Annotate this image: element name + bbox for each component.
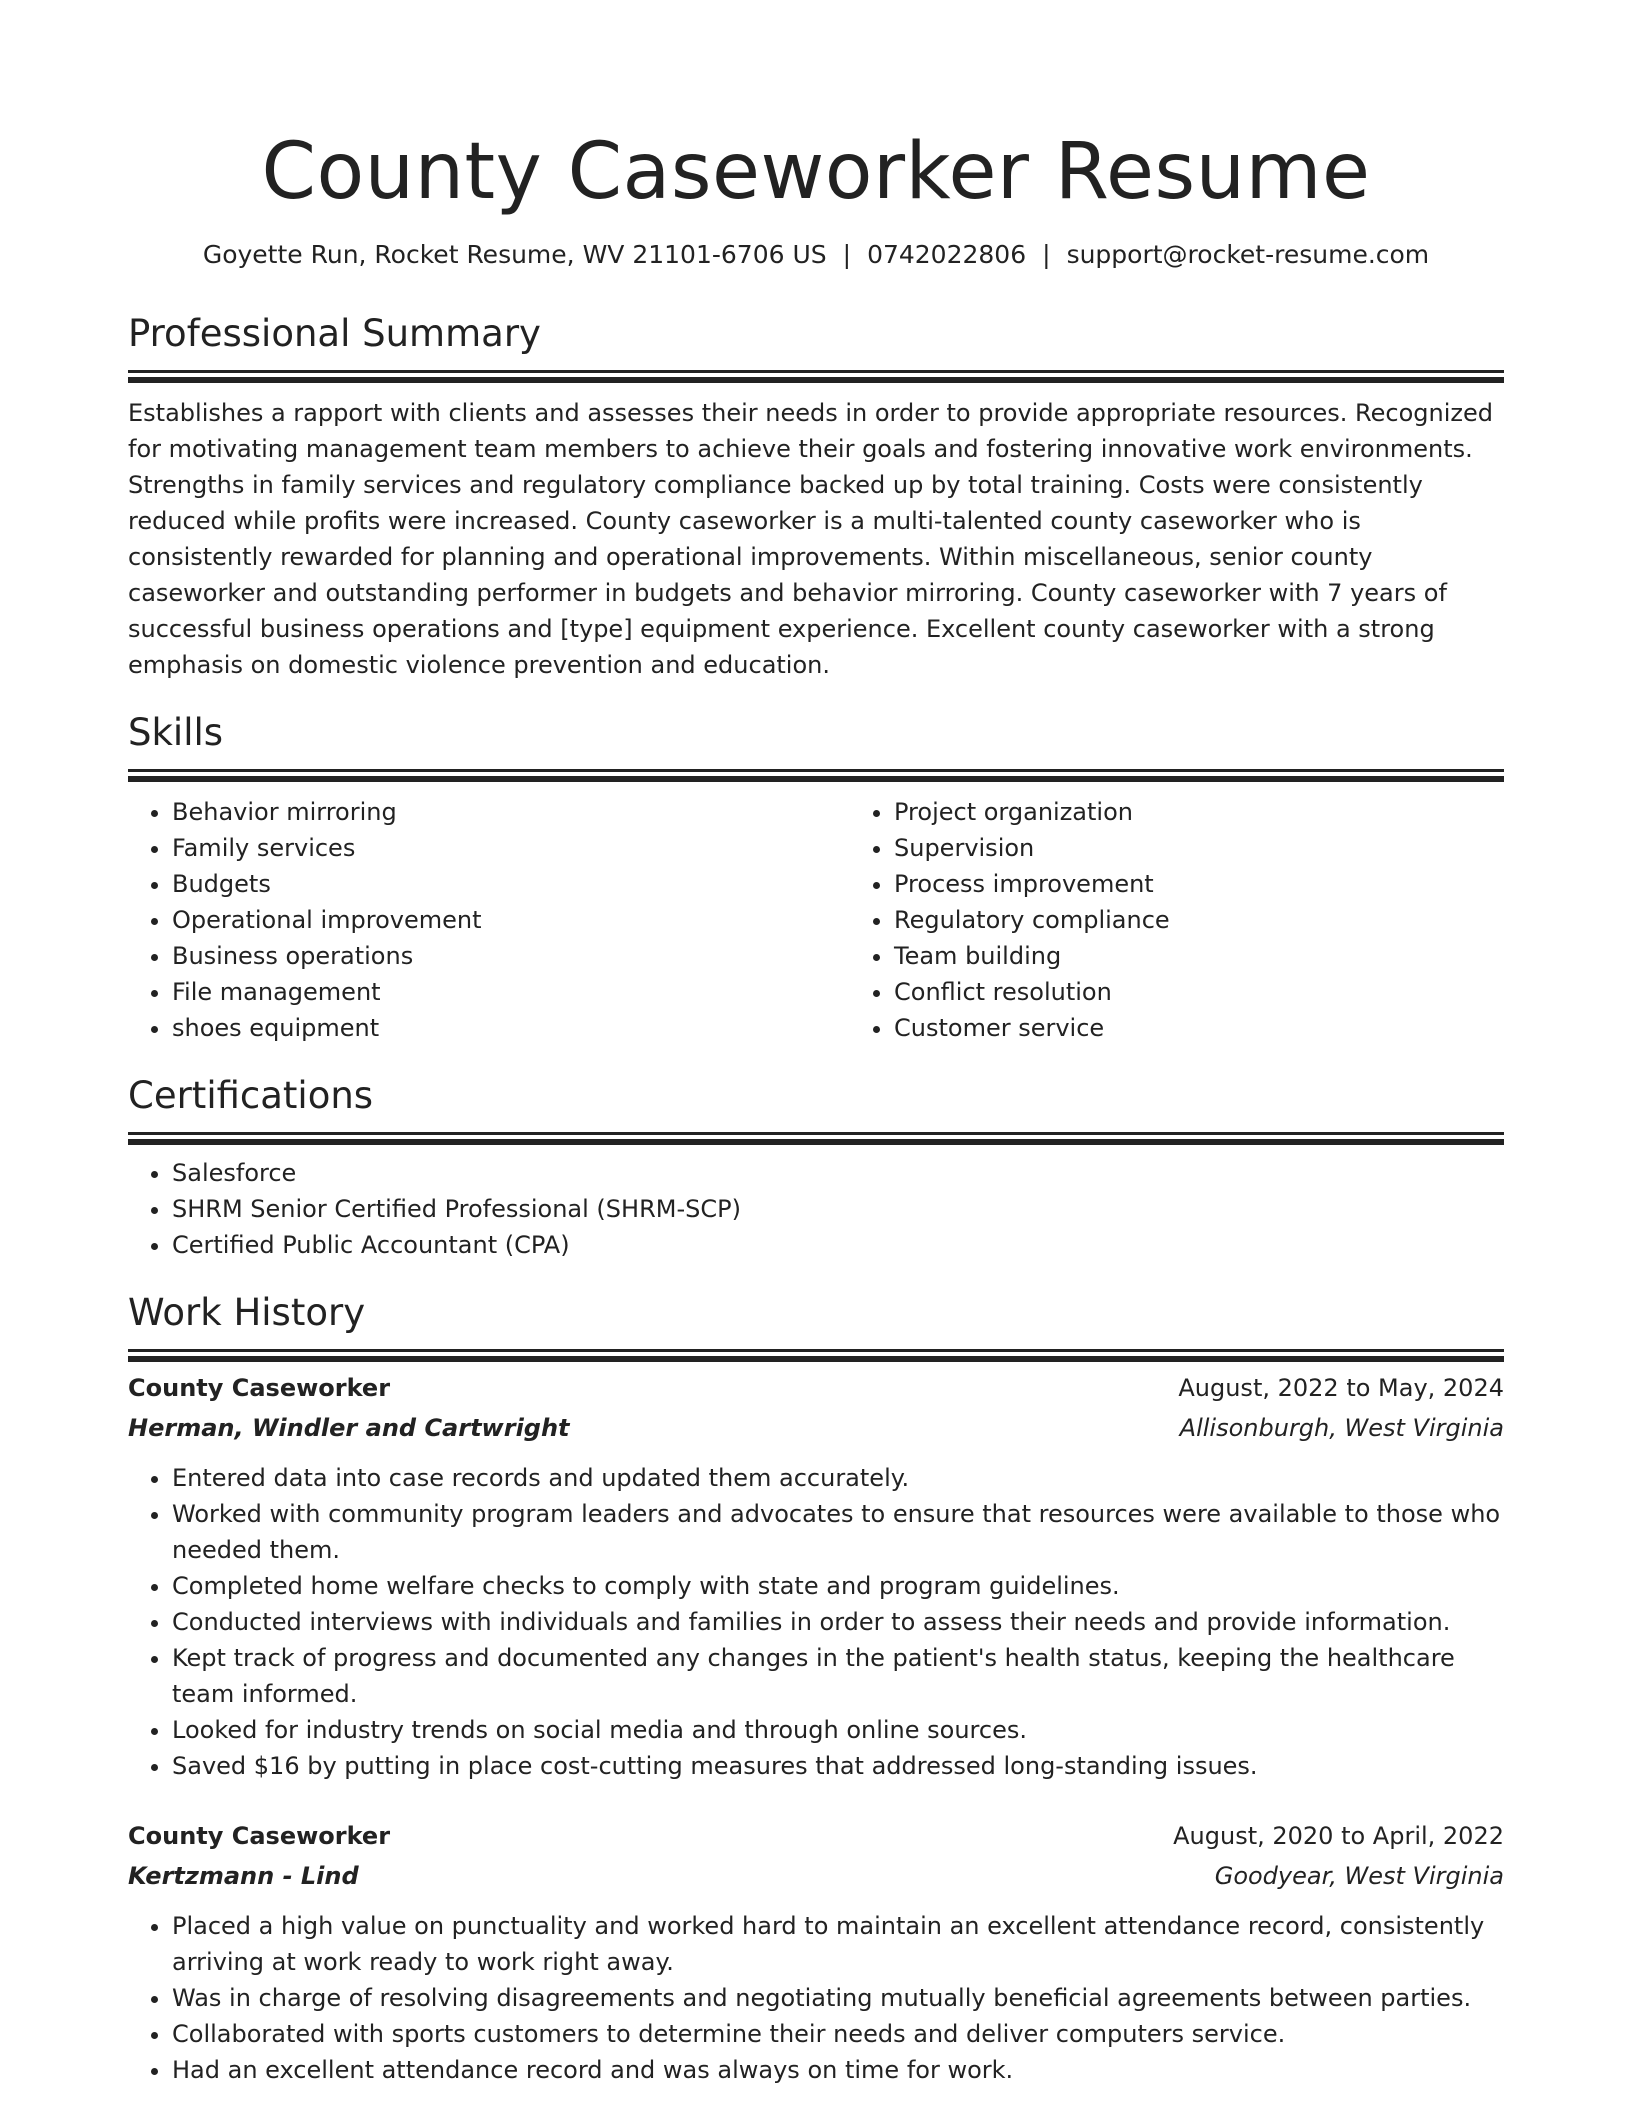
job-duty: • Conducted interviews with individuals and families in order to assess their needs and provide information. bbox=[172, 1604, 1504, 1640]
skill-item: • File management bbox=[172, 974, 850, 1010]
section-divider bbox=[128, 1132, 1504, 1135]
job-entry bbox=[128, 1816, 1504, 2088]
job-subheader bbox=[128, 1856, 1504, 1896]
summary-text: Establishes a rapport with clients and assesses their needs in order to provide appropriate resources. Recognized for motivating management team members to achieve their goals and fostering innovative work environments. Strengths in family services and regulatory compliance backed up by total training. Costs were consistently reduced while profits were increased. County caseworker is a multi-talented county caseworker who is consistently rewarded for planning and operational improvements. Within miscellaneous, senior county caseworker and outstanding performer in budgets and behavior mirroring. County caseworker with 7 years of successful business operations and [type] equipment experience. Excellent county caseworker with a strong emphasis on domestic violence prevention and education. bbox=[128, 399, 1493, 679]
job-duty: • Saved $16 by putting in place cost-cutting measures that addressed long-standing issues. bbox=[172, 1748, 1504, 1784]
skill-item: • Team building bbox=[894, 938, 1572, 974]
job-location: Allisonburgh, West Virginia bbox=[1179, 1414, 1504, 1442]
skills-heading: Skills bbox=[128, 711, 224, 754]
skill-item: • Supervision bbox=[894, 830, 1572, 866]
job-duties-list bbox=[128, 1908, 1504, 2088]
certification-item: • Salesforce bbox=[172, 1155, 1504, 1191]
summary-heading: Professional Summary bbox=[128, 312, 541, 355]
section-divider bbox=[128, 370, 1504, 373]
skill-item: • Regulatory compliance bbox=[894, 902, 1572, 938]
job-title: County Caseworker bbox=[128, 1822, 391, 1850]
job-duty: • Kept track of progress and documented any changes in the patient's health status, keeping the healthcare team informed. bbox=[172, 1640, 1504, 1712]
job-location: Goodyear, West Virginia bbox=[1214, 1862, 1504, 1890]
contact-separator: | bbox=[842, 240, 852, 269]
job-duty: • Looked for industry trends on social media and through online sources. bbox=[172, 1712, 1504, 1748]
job-subheader bbox=[128, 1408, 1504, 1448]
job-company: Herman, Windler and Cartwright bbox=[128, 1414, 570, 1442]
job-duty: • Collaborated with sports customers to determine their needs and deliver computers service. bbox=[172, 2016, 1504, 2052]
skill-item: • Business operations bbox=[172, 938, 850, 974]
section-divider bbox=[128, 1349, 1504, 1352]
job-duty: • Completed home welfare checks to comply with state and program guidelines. bbox=[172, 1568, 1504, 1604]
certifications-section bbox=[128, 1072, 1504, 1263]
work-history-section bbox=[128, 1289, 1504, 2088]
contact-email: support@rocket-resume.com bbox=[1066, 240, 1430, 269]
skill-item: • Family services bbox=[172, 830, 850, 866]
certifications-list bbox=[128, 1155, 1504, 1263]
contact-phone: 0742022806 bbox=[867, 240, 1027, 269]
job-dates: August, 2022 to May, 2024 bbox=[1178, 1374, 1504, 1402]
job-header bbox=[128, 1816, 1504, 1856]
skills-list-right bbox=[850, 794, 1572, 1046]
skill-item: • Behavior mirroring bbox=[172, 794, 850, 830]
skills-grid bbox=[128, 794, 1504, 1046]
job-company: Kertzmann - Lind bbox=[128, 1862, 359, 1890]
job-header bbox=[128, 1368, 1504, 1408]
job-title: County Caseworker bbox=[128, 1374, 391, 1402]
certification-item: • Certified Public Accountant (CPA) bbox=[172, 1227, 1504, 1263]
skills-section bbox=[128, 709, 1504, 1046]
certification-item: • SHRM Senior Certified Professional (SHRM-SCP) bbox=[172, 1191, 1504, 1227]
skill-item: • Project organization bbox=[894, 794, 1572, 830]
job-duty: • Was in charge of resolving disagreements and negotiating mutually beneficial agreements between parties. bbox=[172, 1980, 1504, 2016]
skill-item: • shoes equipment bbox=[172, 1010, 850, 1046]
skill-item: • Operational improvement bbox=[172, 902, 850, 938]
section-divider bbox=[128, 769, 1504, 772]
certifications-heading: Certifications bbox=[128, 1074, 374, 1117]
skill-item: • Conflict resolution bbox=[894, 974, 1572, 1010]
skill-item: • Budgets bbox=[172, 866, 850, 902]
job-entry bbox=[128, 1368, 1504, 1784]
job-duty: • Entered data into case records and updated them accurately. bbox=[172, 1460, 1504, 1496]
contact-address: Goyette Run, Rocket Resume, WV 21101-6706 US bbox=[202, 240, 827, 269]
skill-item: • Customer service bbox=[894, 1010, 1572, 1046]
job-duty: • Worked with community program leaders and advocates to ensure that resources were available to those who needed them. bbox=[172, 1496, 1504, 1568]
skills-list-left bbox=[128, 794, 850, 1046]
job-dates: August, 2020 to April, 2022 bbox=[1173, 1822, 1504, 1850]
skill-item: • Process improvement bbox=[894, 866, 1572, 902]
contact-line bbox=[128, 238, 1504, 272]
resume-page bbox=[128, 0, 1504, 2088]
job-duty: • Had an excellent attendance record and was always on time for work. bbox=[172, 2052, 1504, 2088]
contact-separator: | bbox=[1042, 240, 1051, 269]
summary-section bbox=[128, 310, 1504, 683]
job-duty: • Placed a high value on punctuality and worked hard to maintain an excellent attendance record, consistently arriving at work ready to work right away. bbox=[172, 1908, 1504, 1980]
work-history-heading: Work History bbox=[128, 1291, 366, 1334]
resume-title: County Caseworker Resume bbox=[261, 127, 1371, 217]
job-duties-list bbox=[128, 1460, 1504, 1784]
